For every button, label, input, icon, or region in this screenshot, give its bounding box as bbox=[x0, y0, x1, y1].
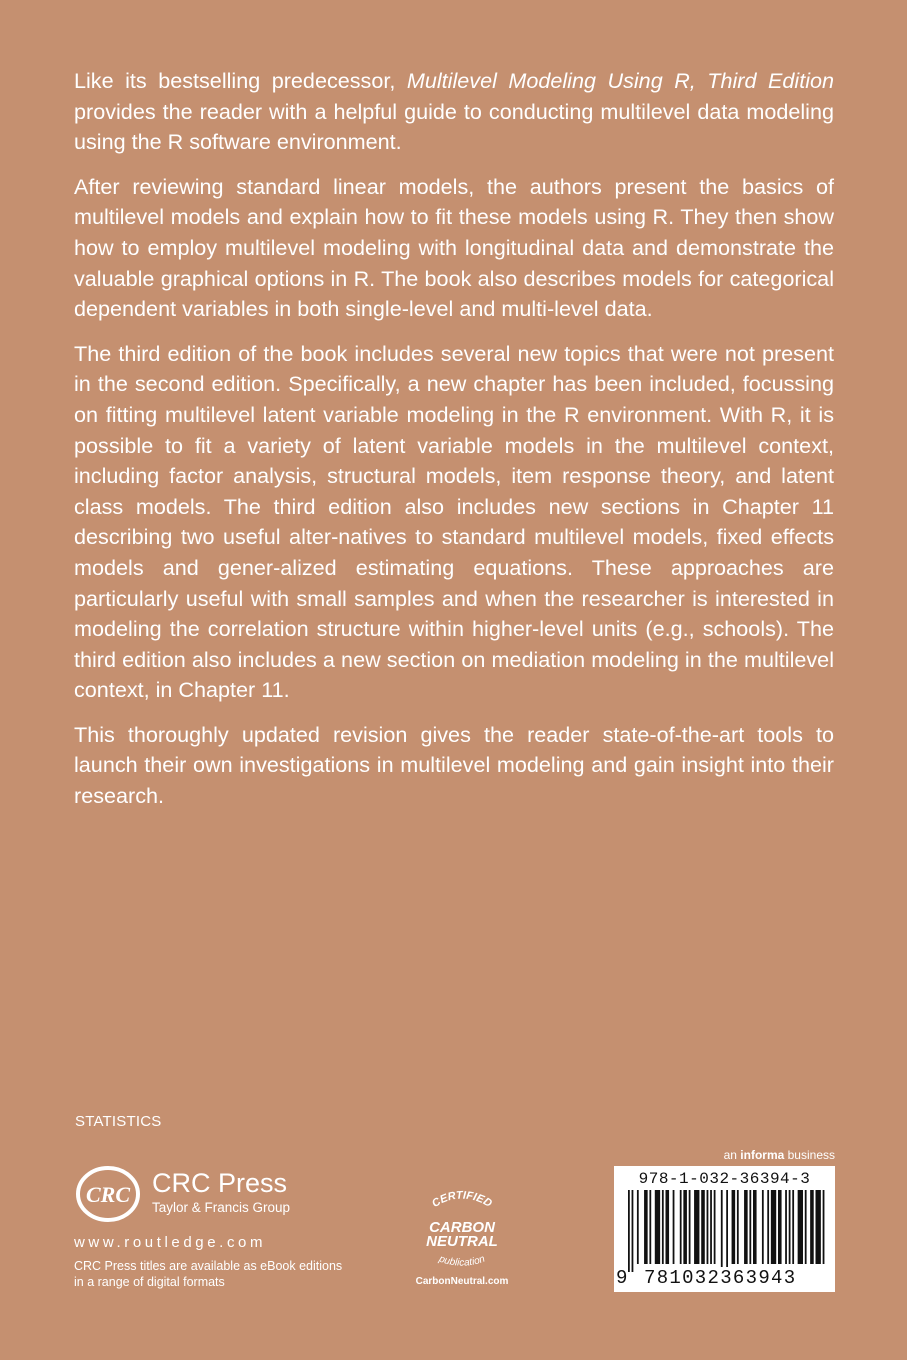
crc-logo-text: CRC bbox=[85, 1182, 131, 1207]
barcode-bar bbox=[714, 1190, 716, 1264]
informa-brand: informa bbox=[740, 1148, 785, 1162]
barcode-bar bbox=[798, 1190, 803, 1264]
barcode-bar bbox=[649, 1190, 651, 1264]
barcode-bar bbox=[785, 1190, 787, 1264]
isbn-digits-bottom bbox=[614, 1267, 835, 1289]
barcode-bars bbox=[628, 1190, 828, 1272]
blurb-paragraph-2: After reviewing standard linear models, the authors present the basics of multilevel models and explain how to fit these models using R. They then show how to employ multilevel modeling with longitudinal data and demonstrate the valuable graphical options in R. The book also describes models for categorical dependent variables in both single-level and multi-level data. bbox=[74, 173, 834, 322]
barcode-bar bbox=[710, 1190, 712, 1264]
barcode-bar bbox=[805, 1190, 807, 1264]
barcode-bar bbox=[666, 1190, 670, 1264]
barcode-bar bbox=[637, 1190, 639, 1264]
informa-prefix: an bbox=[723, 1148, 741, 1162]
barcode-bar bbox=[753, 1190, 757, 1264]
barcode-bar bbox=[707, 1190, 709, 1264]
barcode-bar bbox=[762, 1190, 764, 1264]
blurb-paragraph-1 bbox=[74, 66, 834, 158]
barcode-bar bbox=[673, 1190, 675, 1264]
barcode-bar bbox=[789, 1190, 791, 1264]
book-title-italic: Multilevel Modeling Using R, Third Edition bbox=[406, 68, 835, 93]
carbon-line2-text: NEUTRAL bbox=[426, 1233, 498, 1250]
publisher-name: CRC Press bbox=[152, 1168, 288, 1198]
publisher-website[interactable]: www.routledge.com bbox=[74, 1234, 267, 1251]
barcode-bar bbox=[632, 1190, 634, 1272]
barcode-bar bbox=[689, 1190, 691, 1264]
publisher-group: Taylor & Francis Group bbox=[152, 1200, 291, 1215]
barcode-bar bbox=[662, 1190, 664, 1264]
barcode-bar bbox=[792, 1190, 794, 1264]
barcode-bar bbox=[721, 1190, 723, 1272]
barcode-bar bbox=[644, 1190, 648, 1264]
isbn-digits: 781032363943 bbox=[644, 1267, 797, 1289]
informa-suffix: business bbox=[784, 1148, 835, 1162]
isbn-number-top: 978-1-032-36394-3 bbox=[638, 1170, 811, 1188]
barcode-bar bbox=[767, 1190, 769, 1264]
ebook-note: CRC Press titles are available as eBook editions in a range of digital formats bbox=[74, 1259, 343, 1289]
barcode-bar bbox=[749, 1190, 751, 1264]
barcode-bar bbox=[655, 1190, 660, 1264]
blurb-paragraph-4: This thoroughly updated revision gives the reader state-of-the-art tools to launch their own investigations in multilevel modeling and gain insight into their research. bbox=[74, 721, 834, 809]
barcode-bar bbox=[628, 1190, 630, 1272]
barcode-bar bbox=[701, 1190, 705, 1264]
barcode-bar bbox=[683, 1190, 687, 1264]
carbon-neutral-icon bbox=[402, 1180, 522, 1290]
subject-category: STATISTICS bbox=[75, 1113, 162, 1130]
crc-logo-icon bbox=[74, 1166, 142, 1222]
barcode-bar bbox=[680, 1190, 682, 1264]
carbon-neutral-website[interactable]: CarbonNeutral.com bbox=[415, 1276, 509, 1287]
barcode-bar bbox=[810, 1190, 814, 1264]
carbon-line1-text: CARBON bbox=[429, 1219, 495, 1236]
carbon-publication-text: publication bbox=[437, 1253, 487, 1269]
barcode-bar bbox=[744, 1190, 748, 1264]
carbon-certified-text: CERTIFIED bbox=[429, 1189, 495, 1210]
barcode-bar bbox=[737, 1190, 739, 1264]
isbn-barcode bbox=[614, 1166, 835, 1292]
blurb-paragraph-3: The third edition of the book includes several new topics that were not present in the second edition. Specifically, a new chapter has been included, focussing on fitting multilevel latent variable modeling in the R environment. With R, it is possible to fit a variety of latent variable models in the multilevel context, including factor analysis, structural models, item response theory, and latent class models. The third edition also includes new sections in Chapter 11 describing two useful alter-natives to standard multilevel models, fixed effects models and gener-alized estimating equations. These approaches are particularly useful with small samples and when the researcher is interested in modeling the correlation structure within higher-level units (e.g., schools). The third edition also includes a new section on mediation modeling in the multilevel context, in Chapter 11. bbox=[74, 340, 834, 703]
back-cover-blurb bbox=[74, 66, 834, 826]
barcode-bar bbox=[732, 1190, 736, 1264]
barcode-bar bbox=[823, 1190, 825, 1264]
barcode-bar bbox=[771, 1190, 776, 1264]
barcode-bar bbox=[816, 1190, 821, 1264]
blurb-p1-prefix: Like its bestselling predecessor, bbox=[74, 68, 407, 93]
blurb-p1-suffix: provides the reader with a helpful guide to conducting multilevel data modeling using the R software environment. bbox=[74, 98, 834, 155]
barcode-bar bbox=[694, 1190, 699, 1264]
barcode-bar bbox=[726, 1190, 728, 1272]
informa-business-label bbox=[711, 1148, 835, 1162]
barcode-bar bbox=[778, 1190, 782, 1264]
isbn-lead-digit: 9 bbox=[616, 1267, 628, 1289]
